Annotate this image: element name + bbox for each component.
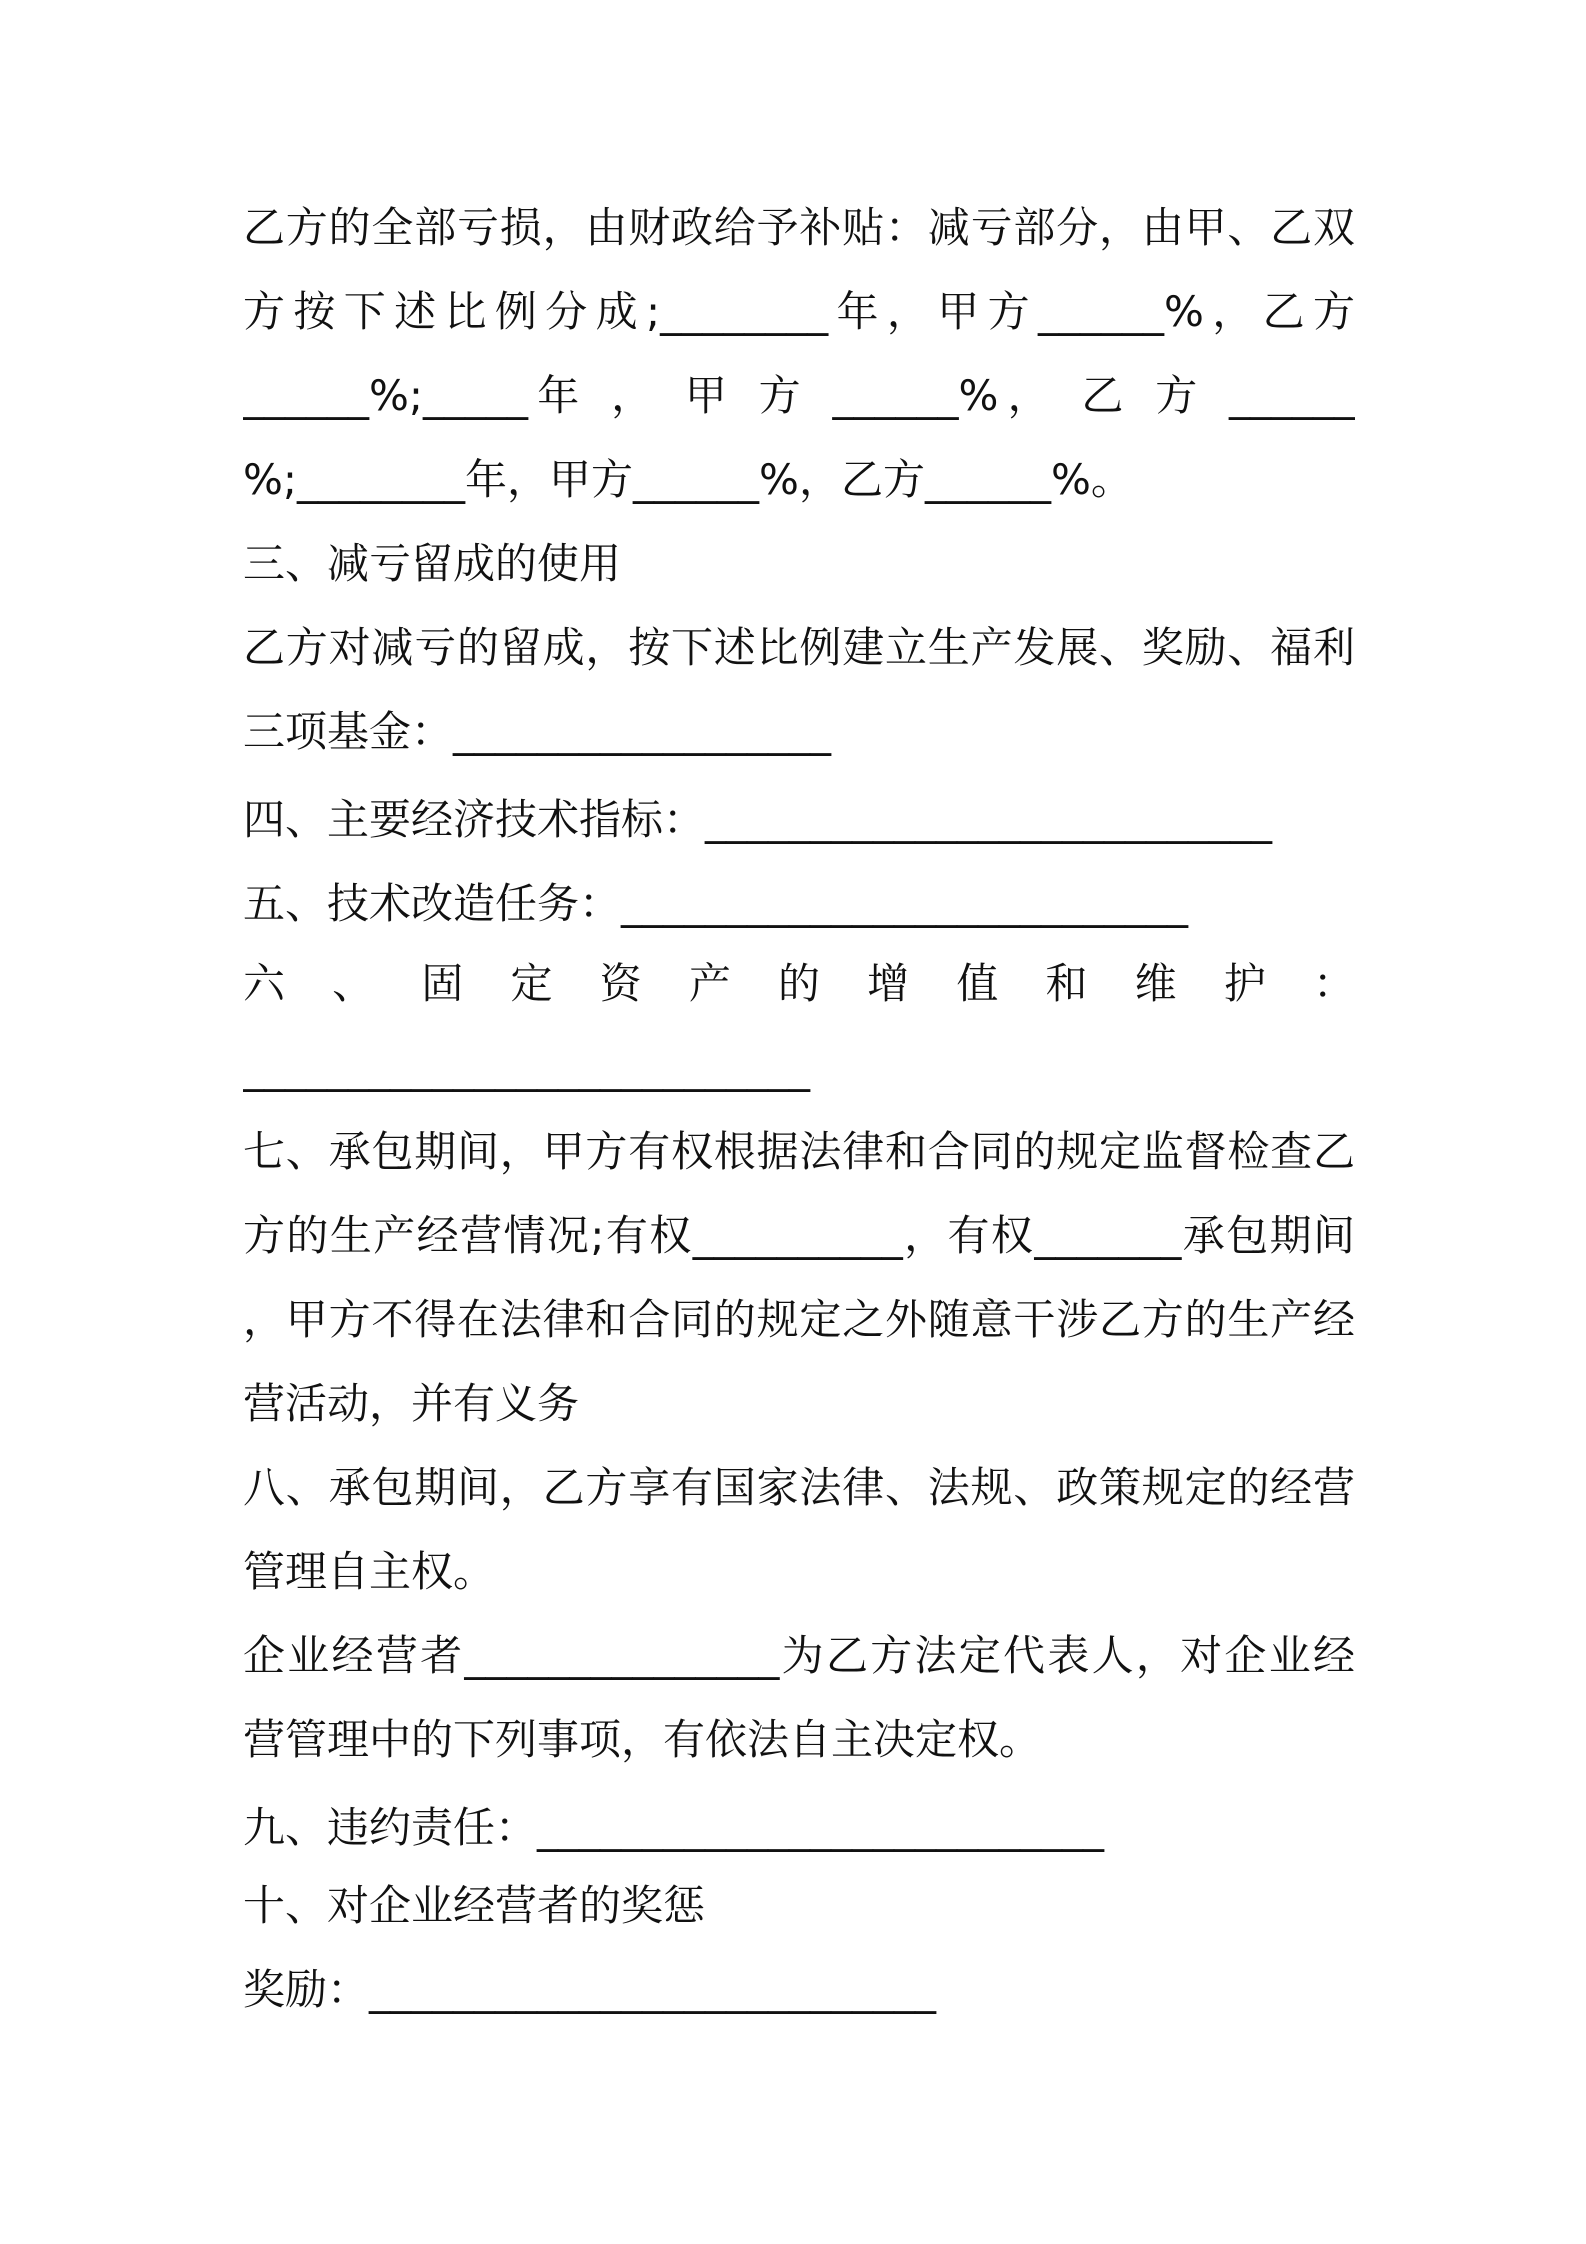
paragraph-line: 奖励：___________________________ [243, 1965, 937, 2014]
fill-in-blank: ___________________________ [243, 1043, 810, 1092]
paragraph-line: ，甲方不得在法律和合同的规定之外随意干涉乙方的生产经 [243, 1295, 1355, 1344]
paragraph-line: ______%;_____年 ， 甲 方 ______%， 乙 方 ______ [243, 371, 1355, 420]
paragraph-line: 营活动，并有义务 [243, 1379, 580, 1428]
paragraph-line: %;________年，甲方______%，乙方______%。 [243, 455, 1133, 504]
section-heading: 七、承包期间，甲方有权根据法律和合同的规定监督检查乙 [243, 1127, 1355, 1176]
paragraph-line: 企业经营者_______________为乙方法定代表人，对企业经 [243, 1631, 1355, 1680]
section-heading: 九、违约责任：___________________________ [243, 1803, 1105, 1852]
section-heading: 四、主要经济技术指标：___________________________ [243, 795, 1273, 844]
paragraph-line: 三项基金：__________________ [243, 707, 832, 756]
paragraph-line: 乙方的全部亏损，由财政给予补贴：减亏部分，由甲、乙双 [243, 203, 1355, 252]
paragraph-line: 乙方对减亏的留成，按下述比例建立生产发展、奖励、福利 [243, 623, 1355, 672]
paragraph-line: 管理自主权。 [243, 1547, 496, 1596]
section-heading: 八、承包期间，乙方享有国家法律、法规、政策规定的经营 [243, 1463, 1355, 1512]
paragraph-line: 方按下述比例分成;________年，甲方______%，乙方 [243, 287, 1355, 336]
section-heading: 十、对企业经营者的奖惩 [243, 1881, 706, 1930]
paragraph-line: 方的生产经营情况;有权__________，有权_______承包期间 [243, 1211, 1355, 1260]
section-heading: 三、减亏留成的使用 [243, 539, 622, 588]
section-heading: 六、固定资产的增值和维护： [243, 959, 1355, 1008]
paragraph-line: 营管理中的下列事项，有依法自主决定权。 [243, 1715, 1042, 1764]
section-heading: 五、技术改造任务：___________________________ [243, 879, 1189, 928]
